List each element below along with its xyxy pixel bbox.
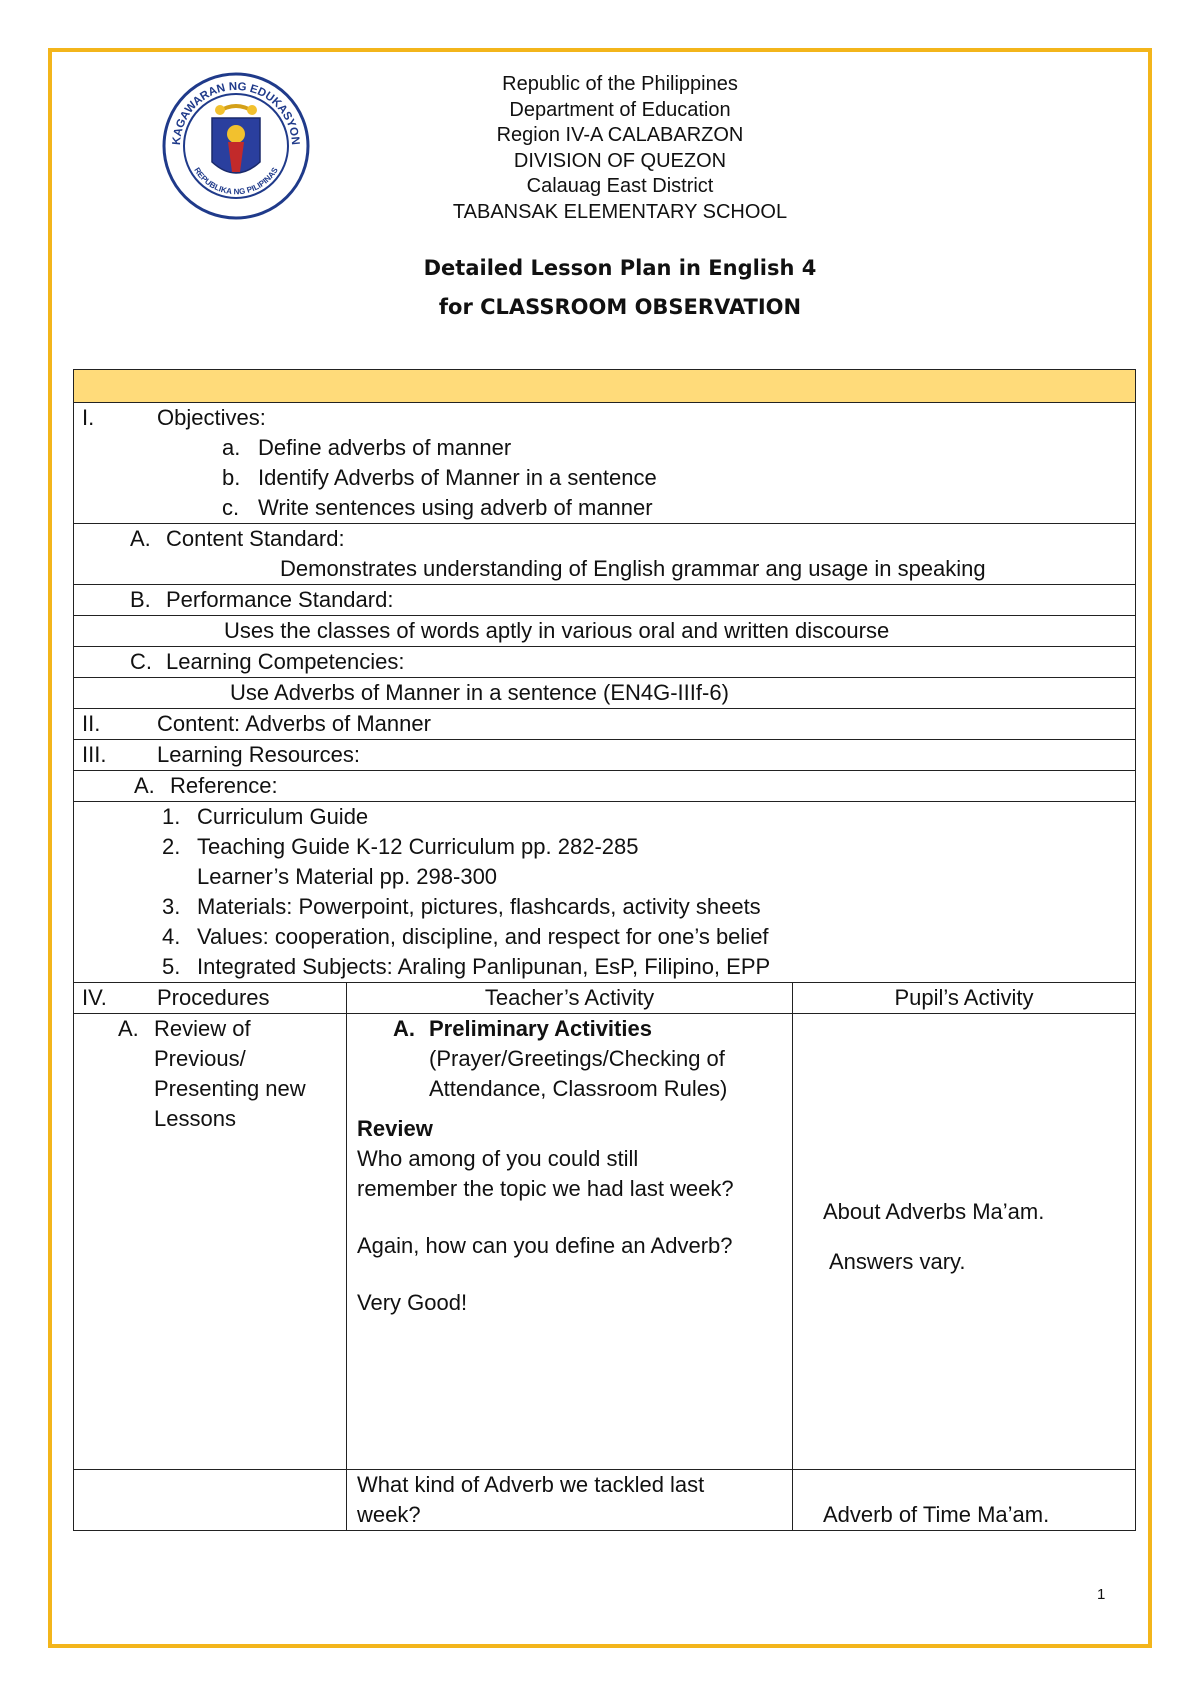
list-item: 4. Values: cooperation, discipline, and respect for one’s belief: [162, 924, 769, 949]
pupil-activity-header: Pupil’s Activity: [793, 983, 1136, 1014]
objectives-row: [74, 403, 1136, 524]
list-item-continuation: Learner’s Material pp. 298-300: [197, 864, 498, 889]
section-label: Objectives:: [157, 405, 266, 430]
procedure-step-label: A. Review of Previous/ Presenting new Lessons: [74, 1014, 347, 1470]
pupil-activity-cell: [793, 1014, 1136, 1470]
section-label: Learning Competencies:: [166, 649, 405, 674]
performance-standard-row: B. Performance Standard:: [74, 585, 1136, 616]
lesson-plan-table: [73, 369, 1136, 1531]
learning-resources-row: III. Learning Resources:: [74, 740, 1136, 771]
section-text: Uses the classes of words aptly in various oral and written discourse: [74, 616, 1136, 647]
section-text: Demonstrates understanding of English grammar ang usage in speaking: [280, 556, 986, 581]
teacher-activity-cell: What kind of Adverb we tackled last week?: [347, 1470, 793, 1531]
list-item: b. Identify Adverbs of Manner in a sentence: [222, 465, 657, 490]
page-number: 1: [1097, 1586, 1106, 1603]
svg-text:REPUBLIKA NG PILIPINAS: REPUBLIKA NG PILIPINAS: [192, 165, 280, 197]
table-header-band: [74, 370, 1136, 403]
document-subtitle: for CLASSROOM OBSERVATION: [438, 295, 802, 319]
procedure-step-row: [74, 1014, 1136, 1470]
procedures-header-row: IV. Procedures Teacher’s Activity Pupil’s Activity: [74, 983, 1136, 1014]
list-item: 1. Curriculum Guide: [162, 804, 369, 829]
content-row: II. Content: Adverbs of Manner: [74, 709, 1136, 740]
list-item: 5. Integrated Subjects: Araling Panlipunan, EsP, Filipino, EPP: [162, 954, 771, 979]
section-label: Performance Standard:: [166, 587, 394, 612]
section-label: Procedures: [157, 985, 270, 1010]
document-title: Detailed Lesson Plan in English 4: [423, 256, 817, 280]
review-title: Review: [357, 1116, 433, 1141]
header-line: Department of Education: [509, 98, 731, 121]
list-item: a. Define adverbs of manner: [222, 435, 512, 460]
section-text: Use Adverbs of Manner in a sentence (EN4G-IIIf-6): [74, 678, 1136, 709]
header-line: Calauag East District: [526, 175, 714, 198]
section-label: Reference:: [170, 773, 278, 798]
content-standard-row: A. Content Standard: Demonstrates understanding of English grammar ang usage in speaking: [74, 524, 1136, 585]
pupil-answer: Adverb of Time Ma’am.: [823, 1502, 1050, 1527]
list-item: 2. Teaching Guide K-12 Curriculum pp. 282-285: [162, 834, 639, 859]
competencies-row: C. Learning Competencies:: [74, 647, 1136, 678]
pupil-answer: About Adverbs Ma’am.: [823, 1199, 1045, 1224]
teacher-activity-header: Teacher’s Activity: [347, 983, 793, 1014]
list-item: c. Write sentences using adverb of manner: [222, 495, 653, 520]
list-item: 3. Materials: Powerpoint, pictures, flashcards, activity sheets: [162, 894, 761, 919]
reference-row: A. Reference:: [74, 771, 1136, 802]
svg-text:KAGAWARAN NG EDUKASYON: KAGAWARAN NG EDUKASYON: [170, 80, 302, 146]
header-line: DIVISION OF QUEZON: [513, 149, 727, 172]
header-line: Republic of the Philippines: [502, 73, 738, 95]
pupil-answer: Answers vary.: [829, 1249, 966, 1274]
section-label: Content Standard:: [166, 526, 345, 551]
teacher-activity-cell: A. Preliminary Activities (Prayer/Greetings/Checking of Attendance, Classroom Rules) Review Who among of you could still remember the topic we had last week? Again, how can you define an Adverb? Very Good!: [347, 1014, 793, 1470]
school-header: [380, 72, 860, 226]
reference-list-row: [74, 802, 1136, 983]
competencies-text-row: [74, 678, 1136, 709]
performance-standard-text-row: [74, 616, 1136, 647]
pupil-activity-cell: [793, 1470, 1136, 1531]
prelim-title: Preliminary Activities: [429, 1016, 652, 1041]
header-line: Region IV-A CALABARZON: [496, 124, 744, 147]
deped-seal-logo: [162, 72, 310, 220]
section-numeral: I.: [82, 405, 95, 430]
section-label: Learning Resources:: [157, 742, 361, 767]
header-line: TABANSAK ELEMENTARY SCHOOL: [452, 200, 788, 223]
section-label: Content: Adverbs of Manner: [157, 711, 431, 736]
procedure-step-row: [74, 1470, 1136, 1531]
